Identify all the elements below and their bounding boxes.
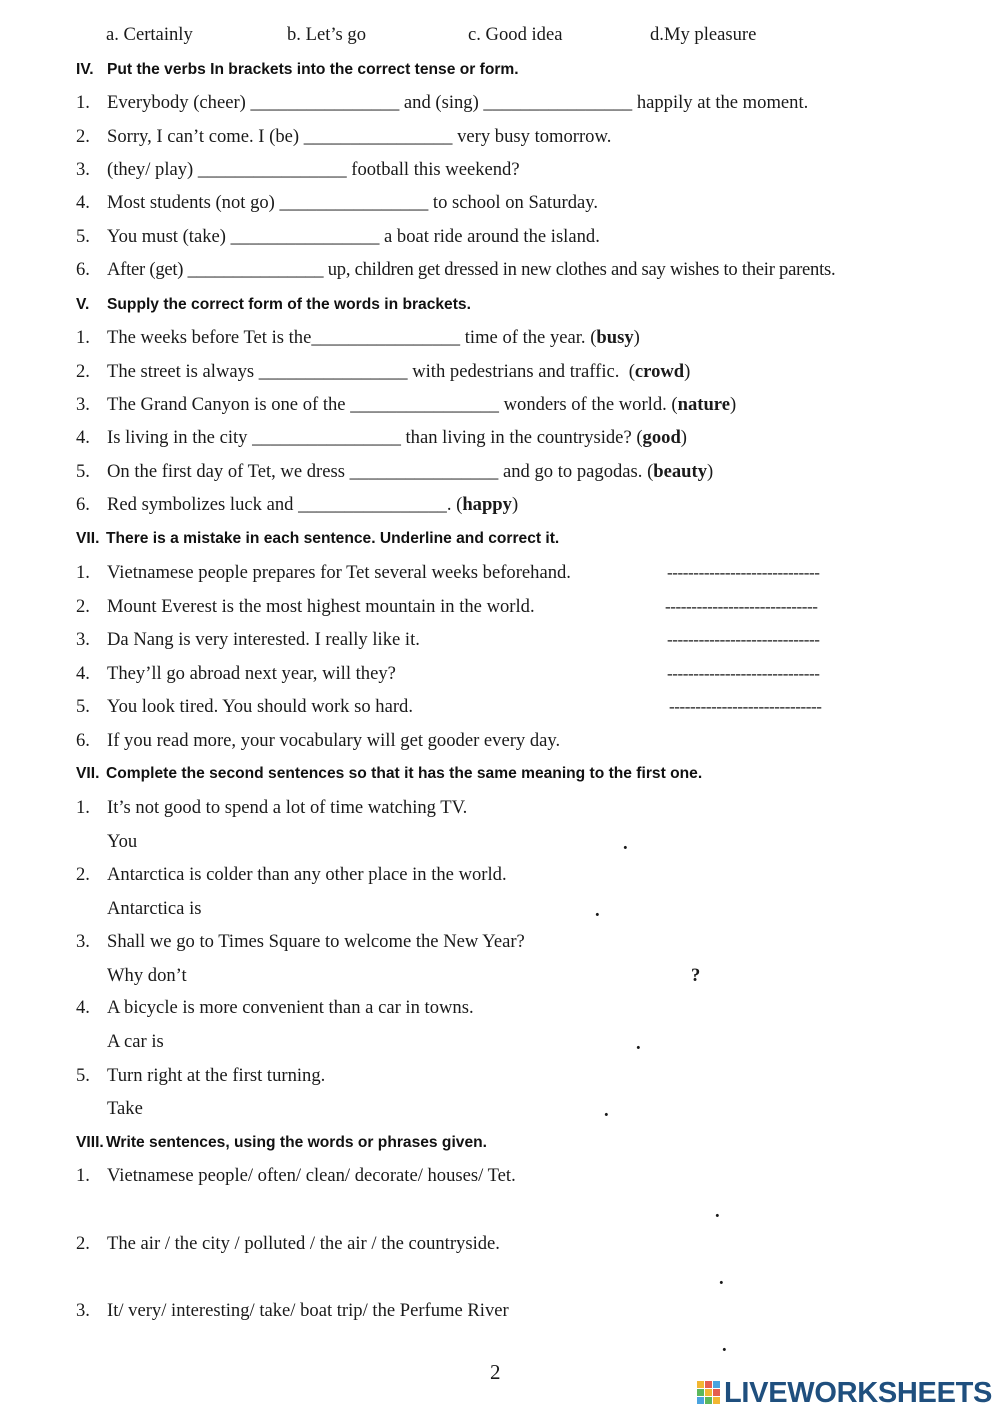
item-number: 5. <box>76 226 90 247</box>
root-word: good <box>642 427 681 448</box>
item-number: 3. <box>76 1300 90 1321</box>
section-numeral: VII. <box>76 765 100 782</box>
item-text <box>107 323 640 353</box>
item-text: You look tired. You should work so hard. <box>107 696 413 717</box>
answer-line[interactable]: ----------------------------- <box>667 664 820 683</box>
item-sentence: On the first day of Tet, we dress ________________ and go to pagodas. ( <box>107 461 654 482</box>
bracket-close: ) <box>729 394 737 415</box>
section-numeral: VII. <box>76 530 100 547</box>
item-number: 6. <box>76 259 90 280</box>
item-text: (they/ play) ________________ football this weekend? <box>107 159 520 180</box>
bracket-close: ) <box>707 461 714 482</box>
section-title: Complete the second sentences so that it has the same meaning to the first one. <box>106 765 703 782</box>
item-number: 1. <box>76 797 90 818</box>
sentence-end: . <box>604 1100 609 1121</box>
item-sentence: Is living in the city ________________ than living in the countryside? ( <box>107 427 643 448</box>
item-text <box>107 423 687 453</box>
liveworksheets-logo[interactable] <box>697 1376 992 1410</box>
item-number: 4. <box>76 663 90 684</box>
item-text: It/ very/ interesting/ take/ boat trip/ the Perfume River <box>107 1300 509 1321</box>
sentence-start: A car is <box>107 1031 164 1052</box>
item-number: 4. <box>76 427 90 448</box>
bracket-close: ) <box>684 361 691 382</box>
answer-line[interactable]: ----------------------------- <box>667 630 820 649</box>
root-word: nature <box>677 394 730 415</box>
item-text: Da Nang is very interested. I really like it. <box>107 629 420 650</box>
item-number: 1. <box>76 562 90 583</box>
option-a: a. Certainly <box>106 24 193 45</box>
section-title: Write sentences, using the words or phrases given. <box>106 1134 487 1151</box>
answer-line[interactable]: ----------------------------- <box>667 563 820 582</box>
item-sentence: The weeks before Tet is the________________ time of the year. ( <box>107 327 597 348</box>
item-number: 1. <box>76 92 90 113</box>
sentence-start: Antarctica is <box>107 898 202 919</box>
item-text: You must (take) ________________ a boat ride around the island. <box>107 226 600 247</box>
item-text: Shall we go to Times Square to welcome the New Year? <box>107 931 525 952</box>
item-number: 3. <box>76 159 90 180</box>
item-text: Mount Everest is the most highest mountain in the world. <box>107 596 535 617</box>
sentence-start: You <box>107 831 138 852</box>
item-number: 3. <box>76 931 90 952</box>
item-number: 3. <box>76 629 90 650</box>
item-number: 4. <box>76 997 90 1018</box>
section-v-heading <box>76 291 471 319</box>
root-word: happy <box>462 494 512 515</box>
item-text: Most students (not go) ________________ to school on Saturday. <box>107 192 598 213</box>
item-number: 1. <box>76 1165 90 1186</box>
section-title: There is a mistake in each sentence. Underline and correct it. <box>106 530 560 547</box>
sentence-end: ? <box>691 965 701 986</box>
item-number: 1. <box>76 327 90 348</box>
item-number: 4. <box>76 192 90 213</box>
option-c: c. Good idea <box>468 24 563 45</box>
root-word: crowd <box>634 361 685 382</box>
section-numeral: IV. <box>76 61 94 78</box>
section-numeral: VIII. <box>76 1134 104 1151</box>
brand-name: LIVEWORKSHEETS <box>724 1376 993 1409</box>
sentence-end: . <box>595 900 600 921</box>
liveworksheets-grid-icon <box>697 1380 721 1406</box>
section-title: Put the verbs In brackets into the correct tense or form. <box>107 61 519 78</box>
item-text: If you read more, your vocabulary will get gooder every day. <box>107 730 561 751</box>
item-text: Turn right at the first turning. <box>107 1065 326 1086</box>
item-text: The air / the city / polluted / the air / the countryside. <box>107 1233 500 1254</box>
item-number: 2. <box>76 361 90 382</box>
item-text: Everybody (cheer) ________________ and (sing) ________________ happily at the moment. <box>107 92 809 113</box>
item-text: After (get) _______________ up, children get dressed in new clothes and say wishes to their parents. <box>107 259 836 280</box>
bracket-close: ) <box>511 494 519 515</box>
item-number: 2. <box>76 126 90 147</box>
bracket-close: ) <box>680 427 687 448</box>
item-text: Vietnamese people prepares for Tet several weeks beforehand. <box>107 562 571 583</box>
item-text <box>107 490 518 520</box>
page-number: 2 <box>490 1360 501 1384</box>
option-d: d.My pleasure <box>650 24 757 45</box>
sentence-end: . <box>636 1033 641 1054</box>
section-viii-heading <box>76 1129 487 1157</box>
item-number: 5. <box>76 461 90 482</box>
sentence-start: Take <box>107 1098 143 1119</box>
bracket-close: ) <box>633 327 640 348</box>
root-word: beauty <box>653 461 707 482</box>
item-number: 2. <box>76 596 90 617</box>
item-text: They’ll go abroad next year, will they? <box>107 663 396 684</box>
item-number: 2. <box>76 1233 90 1254</box>
item-number: 5. <box>76 1065 90 1086</box>
sentence-end: . <box>623 833 628 854</box>
item-number: 2. <box>76 864 90 885</box>
item-text <box>107 357 690 387</box>
item-sentence: Red symbolizes luck and ________________. ( <box>107 494 463 515</box>
answer-line[interactable]: ----------------------------- <box>669 697 822 716</box>
sentence-start: Why don’t <box>107 965 187 986</box>
section-vii-rewrite-heading <box>76 760 702 788</box>
option-b: b. Let’s go <box>287 24 367 45</box>
item-text: Antarctica is colder than any other place in the world. <box>107 864 507 885</box>
item-number: 3. <box>76 394 90 415</box>
item-text: A bicycle is more convenient than a car in towns. <box>107 997 474 1018</box>
section-iv-heading <box>76 56 519 84</box>
item-text <box>107 390 736 420</box>
answer-line[interactable]: . <box>722 1335 727 1356</box>
item-number: 6. <box>76 494 90 515</box>
answer-line[interactable]: . <box>719 1268 724 1289</box>
item-text <box>107 457 713 487</box>
item-sentence: The Grand Canyon is one of the ________________ wonders of the world. ( <box>107 394 678 415</box>
item-number: 6. <box>76 730 90 751</box>
root-word: busy <box>596 327 634 348</box>
item-text: Vietnamese people/ often/ clean/ decorate/ houses/ Tet. <box>107 1165 516 1186</box>
item-sentence: The street is always ________________ with pedestrians and traffic. ( <box>107 361 635 382</box>
answer-line[interactable]: . <box>715 1201 720 1222</box>
item-number: 5. <box>76 696 90 717</box>
section-vii-mistakes-heading <box>76 525 559 553</box>
item-text: Sorry, I can’t come. I (be) ________________ very busy tomorrow. <box>107 126 612 147</box>
section-numeral: V. <box>76 296 90 313</box>
section-title: Supply the correct form of the words in brackets. <box>107 296 471 313</box>
answer-line[interactable]: ----------------------------- <box>665 597 818 616</box>
item-text: It’s not good to spend a lot of time watching TV. <box>107 797 468 818</box>
